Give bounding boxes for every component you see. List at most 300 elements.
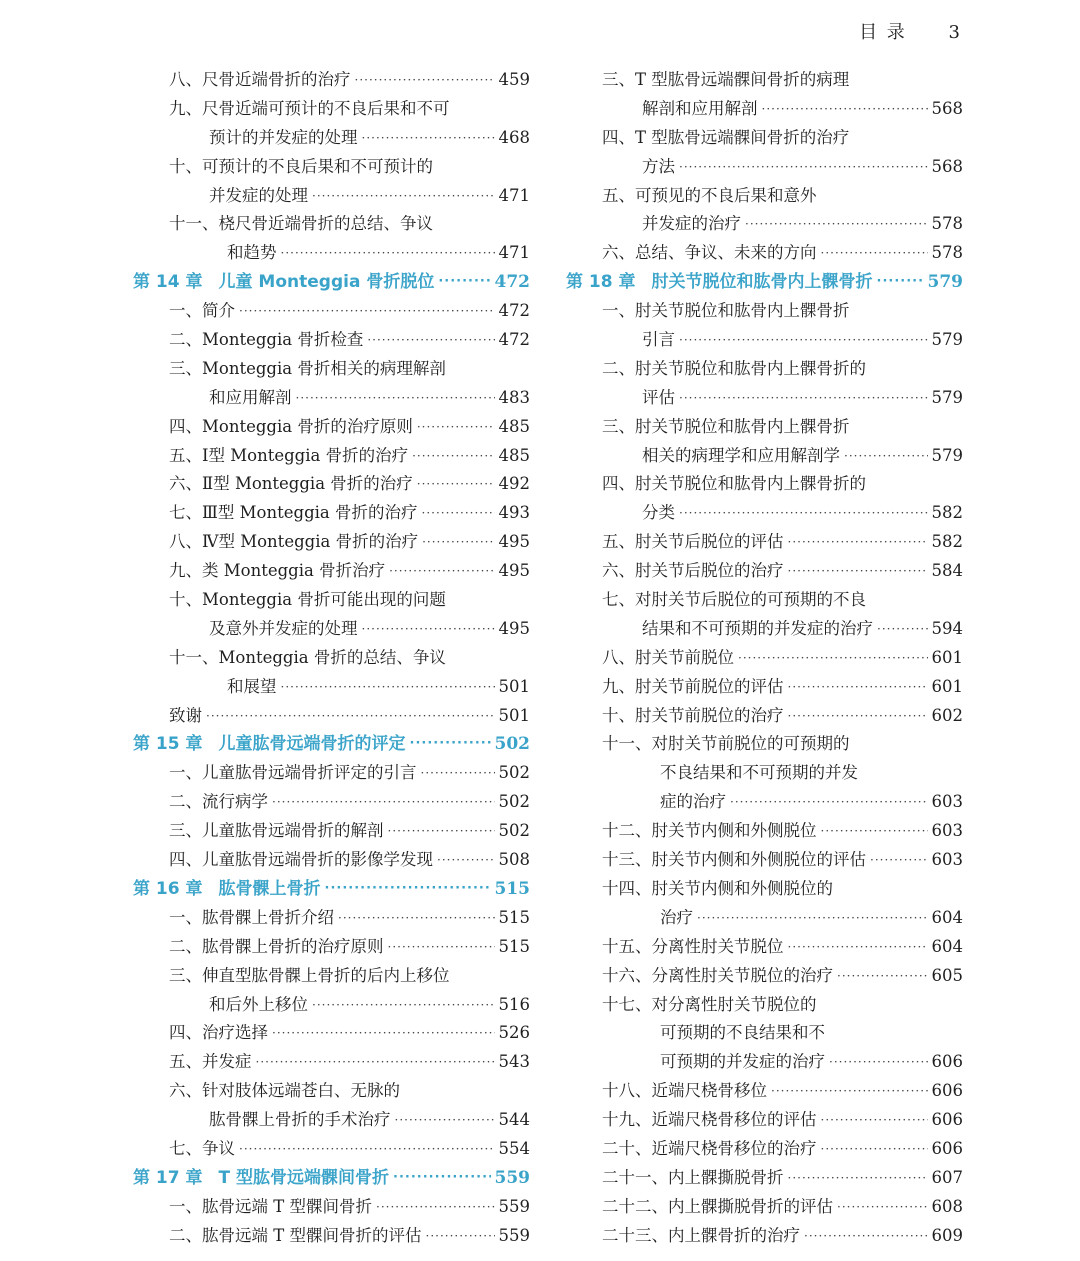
entry-number: 十八、 [602, 1081, 652, 1101]
entry-number: 一、 [169, 301, 202, 321]
chapter-number: 第 18 章 [566, 272, 636, 293]
page-number: 543 [498, 1052, 530, 1072]
page-number: 515 [498, 936, 530, 956]
entry-title: 肘关节脱位和肱骨内上髁骨折 [635, 301, 850, 321]
toc-entry [133, 991, 530, 1020]
chapter-number: 第 17 章 [133, 1167, 203, 1188]
entry-number: 三、 [602, 70, 635, 89]
leader-dots [281, 239, 495, 268]
entry-title: 方法 [642, 156, 675, 176]
entry-title: 儿童肱骨远端骨折的影像学发现 [202, 850, 433, 870]
page-number: 603 [931, 792, 963, 812]
toc-entry [133, 904, 530, 933]
toc-entry [133, 355, 530, 384]
toc-entry [133, 933, 530, 962]
leader-dots [272, 788, 495, 817]
chapter-number: 第 16 章 [133, 878, 203, 899]
toc-entry [566, 817, 963, 846]
toc-entry [133, 95, 530, 124]
page-number: 526 [498, 1023, 530, 1043]
entry-title: 预计的并发症的处理 [209, 127, 358, 147]
page-number: 508 [498, 850, 530, 870]
entry-number: 十七、 [602, 994, 652, 1014]
toc-entry [566, 933, 963, 962]
entry-number: 一、 [169, 1196, 202, 1216]
entry-title: 分类 [642, 503, 675, 523]
page-number: 502 [498, 792, 530, 812]
entry-title: 肘关节前脱位的评估 [635, 676, 784, 696]
entry-title: Monteggia 骨折可能出现的问题 [202, 590, 446, 610]
entry-title: Ⅱ型 Monteggia 骨折的治疗 [202, 474, 413, 494]
entry-number: 三、 [169, 821, 202, 841]
page-number: 582 [931, 503, 963, 523]
entry-title: 治疗 [660, 907, 693, 927]
entry-title: 相关的病理学和应用解剖学 [642, 445, 840, 465]
entry-title: 儿童肱骨远端骨折的解剖 [202, 821, 384, 841]
toc-entry [133, 297, 530, 326]
entry-title: 可预计的不良后果和不可预计的 [202, 156, 433, 176]
toc-entry [566, 1077, 963, 1106]
leader-dots [417, 413, 495, 442]
toc-entry [566, 499, 963, 528]
entry-title: 肱骨髁上骨折的治疗原则 [202, 936, 384, 956]
toc-entry [133, 1019, 530, 1048]
page-number: 544 [498, 1110, 530, 1130]
entry-title: 肘关节脱位和肱骨内上髁骨折的 [635, 474, 866, 494]
leader-dots [426, 1222, 495, 1251]
toc-entry [566, 846, 963, 875]
toc-entry [133, 413, 530, 442]
page-number: 608 [931, 1196, 963, 1216]
entry-number: 九、 [602, 676, 635, 696]
leader-dots [837, 962, 928, 991]
page-number: 495 [498, 532, 530, 552]
leader-dots [355, 66, 495, 95]
entry-title: Ⅳ型 Monteggia 骨折的治疗 [202, 532, 419, 552]
entry-number: 二、 [169, 330, 202, 350]
page-header [859, 18, 962, 44]
entry-title: 结果和不可预期的并发症的治疗 [642, 618, 873, 638]
toc-entry [566, 95, 963, 124]
entry-title: 桡尺骨近端骨折的总结、争议 [218, 214, 433, 234]
entry-title: 肱骨髁上骨折介绍 [202, 907, 334, 927]
entry-title: Ⅰ型 Monteggia 骨折的治疗 [202, 445, 409, 465]
toc-entry [566, 644, 963, 673]
entry-title: 尺骨近端可预计的不良后果和不可 [202, 98, 450, 118]
leader-dots [829, 1048, 928, 1077]
toc-entry [566, 557, 963, 586]
entry-title: Monteggia 骨折检查 [202, 330, 364, 350]
leader-dots [771, 1077, 928, 1106]
header-page-number: 3 [948, 22, 962, 43]
page-number: 468 [498, 127, 530, 147]
entry-number: 一、 [169, 763, 202, 783]
entry-number: 一、 [602, 301, 635, 321]
entry-number: 三、 [169, 965, 202, 985]
entry-title: 可预见的不良后果和意外 [635, 185, 817, 205]
leader-dots [410, 730, 491, 759]
entry-number: 四、 [169, 416, 202, 436]
entry-title: 总结、争议、未来的方向 [635, 243, 817, 263]
entry-number: 四、 [602, 474, 635, 494]
leader-dots [821, 239, 928, 268]
entry-title: 分离性肘关节脱位 [651, 936, 784, 956]
entry-number: 十六、 [602, 965, 652, 985]
leader-dots [388, 933, 495, 962]
chapter-title: 肘关节脱位和肱骨内上髁骨折 [651, 272, 873, 293]
toc-entry [566, 297, 963, 326]
toc-entry [566, 153, 963, 182]
page-number: 485 [498, 416, 530, 436]
page-number: 609 [931, 1225, 963, 1245]
toc-entry [566, 1164, 963, 1193]
toc-right-column [566, 66, 963, 1251]
toc-entry [566, 239, 963, 268]
entry-number: 十五、 [602, 936, 652, 956]
leader-dots [362, 124, 495, 153]
toc-entry [566, 730, 963, 759]
entry-title: 伸直型肱骨髁上骨折的后内上移位 [202, 965, 450, 985]
chapter-title: T 型肱骨远端髁间骨折 [218, 1167, 390, 1188]
toc-entry [566, 470, 963, 499]
entry-title: 及意外并发症的处理 [209, 618, 358, 638]
entry-number: 十一、 [169, 647, 219, 667]
entry-number: 四、 [169, 850, 202, 870]
leader-dots [206, 702, 495, 731]
entry-number: 三、 [169, 358, 202, 378]
toc-entry [133, 1222, 530, 1251]
entry-title: 治疗选择 [202, 1023, 268, 1043]
entry-title: 内上髁骨折的治疗 [668, 1225, 800, 1245]
entry-number: 九、 [169, 561, 202, 581]
leader-dots [844, 442, 928, 471]
entry-title: 和展望 [227, 676, 277, 696]
toc-entry [133, 470, 530, 499]
leader-dots [388, 817, 495, 846]
leader-dots [877, 268, 924, 297]
toc-entry [566, 788, 963, 817]
toc-entry [133, 788, 530, 817]
leader-dots [367, 326, 494, 355]
entry-number: 十一、 [169, 214, 219, 234]
header-title: 目 录 [859, 22, 907, 43]
page-number: 559 [494, 1167, 530, 1188]
page-number: 579 [931, 445, 963, 465]
entry-title: Monteggia 骨折的治疗原则 [202, 416, 413, 436]
leader-dots [296, 384, 495, 413]
entry-title: 近端尺桡骨移位 [651, 1081, 767, 1101]
toc-entry [133, 962, 530, 991]
toc-entry [566, 962, 963, 991]
entry-number: 七、 [602, 590, 635, 610]
leader-dots [389, 557, 494, 586]
entry-number: 七、 [169, 1138, 202, 1158]
page-number: 594 [931, 618, 963, 638]
page-number: 568 [931, 156, 963, 176]
entry-number: 六、 [169, 474, 202, 494]
toc-entry [566, 66, 963, 95]
page-number: 492 [498, 474, 530, 494]
entry-title: 对肘关节后脱位的可预期的不良 [635, 590, 866, 610]
entry-title: 肘关节后脱位的治疗 [635, 561, 784, 581]
entry-title: 可预期的不良结果和不 [660, 1023, 825, 1043]
entry-title: 对分离性肘关节脱位的 [651, 994, 817, 1014]
toc-entry [133, 702, 530, 731]
leader-dots [376, 1193, 495, 1222]
entry-number: 六、 [169, 1081, 202, 1101]
entry-title: Monteggia 骨折的总结、争议 [218, 647, 446, 667]
entry-number: 五、 [169, 1052, 202, 1072]
entry-number: 九、 [169, 98, 202, 118]
toc-entry [566, 413, 963, 442]
page-number: 559 [498, 1225, 530, 1245]
leader-dots [679, 153, 928, 182]
leader-dots [804, 1222, 928, 1251]
page-number: 493 [498, 503, 530, 523]
entry-title: 争议 [202, 1138, 235, 1158]
leader-dots [362, 615, 495, 644]
toc-entry [133, 1048, 530, 1077]
leader-dots [870, 846, 928, 875]
page-number: 472 [498, 330, 530, 350]
entry-number: 二十三、 [602, 1225, 668, 1245]
leader-dots [679, 326, 928, 355]
toc-entry [566, 904, 963, 933]
entry-number: 二十二、 [602, 1196, 668, 1216]
page-number: 485 [498, 445, 530, 465]
entry-title: 肘关节内侧和外侧脱位的 [651, 878, 833, 898]
entry-number: 八、 [169, 70, 202, 89]
toc-entry [566, 528, 963, 557]
toc-entry [566, 615, 963, 644]
page-number: 471 [498, 243, 530, 263]
entry-title: 分离性肘关节脱位的治疗 [651, 965, 833, 985]
toc-entry [133, 442, 530, 471]
entry-title: 类 Monteggia 骨折治疗 [202, 561, 386, 581]
page-number: 582 [931, 532, 963, 552]
page-number: 568 [931, 98, 963, 118]
entry-number: 六、 [602, 243, 635, 263]
entry-title: Ⅲ型 Monteggia 骨折的治疗 [202, 503, 418, 523]
page-number: 601 [931, 676, 963, 696]
entry-title: 肘关节内侧和外侧脱位的评估 [651, 850, 866, 870]
page-number: 606 [931, 1138, 963, 1158]
page-number: 603 [931, 850, 963, 870]
toc-chapter-heading [133, 268, 530, 297]
toc-chapter-heading [133, 730, 530, 759]
entry-title: 和趋势 [227, 243, 277, 263]
page-number: 584 [931, 561, 963, 581]
page-number: 603 [931, 821, 963, 841]
entry-number: 一、 [169, 907, 202, 927]
leader-dots [762, 95, 928, 124]
leader-dots [281, 673, 495, 702]
entry-title: 尺骨近端骨折的治疗 [202, 70, 351, 89]
entry-number: 五、 [602, 532, 635, 552]
page-number: 604 [931, 907, 963, 927]
leader-dots [395, 1106, 495, 1135]
leader-dots [788, 933, 928, 962]
entry-number: 十四、 [602, 878, 652, 898]
toc-entry [133, 759, 530, 788]
leader-dots [821, 817, 928, 846]
toc-entry [133, 557, 530, 586]
page-number: 459 [498, 70, 530, 89]
entry-number: 二、 [169, 1225, 202, 1245]
leader-dots [788, 557, 928, 586]
page-number: 483 [498, 387, 530, 407]
page-number: 559 [498, 1196, 530, 1216]
toc-entry [566, 355, 963, 384]
entry-title: 简介 [202, 301, 235, 321]
entry-number: 二、 [602, 358, 635, 378]
entry-title: 并发症的处理 [209, 185, 308, 205]
toc-entry [566, 759, 963, 788]
toc-entry [566, 1135, 963, 1164]
entry-title: 引言 [642, 330, 675, 350]
toc-entry [566, 991, 963, 1020]
toc-entry [133, 846, 530, 875]
leader-dots [788, 673, 928, 702]
toc-entry [133, 153, 530, 182]
entry-number: 十三、 [602, 850, 652, 870]
leader-dots [421, 759, 495, 788]
leader-dots [745, 210, 928, 239]
page-number: 472 [498, 301, 530, 321]
toc-entry [133, 1193, 530, 1222]
leader-dots [437, 846, 495, 875]
toc-entry [133, 384, 530, 413]
entry-number: 二、 [169, 792, 202, 812]
entry-title: 评估 [642, 387, 675, 407]
page-number: 515 [494, 878, 530, 899]
toc-entry [566, 702, 963, 731]
toc-entry [566, 124, 963, 153]
toc-entry [566, 1048, 963, 1077]
leader-dots [239, 297, 495, 326]
toc-entry [566, 442, 963, 471]
entry-title: 肱骨远端 T 型髁间骨折的评估 [202, 1225, 422, 1245]
toc-entry [133, 124, 530, 153]
leader-dots [422, 499, 495, 528]
page-number: 607 [931, 1167, 963, 1187]
entry-title: 肘关节前脱位 [635, 647, 734, 667]
leader-dots [679, 499, 928, 528]
entry-title: 肱骨远端 T 型髁间骨折 [202, 1196, 372, 1216]
entry-title: 肘关节脱位和肱骨内上髁骨折 [635, 416, 850, 436]
page-number: 515 [498, 907, 530, 927]
page-number: 602 [931, 705, 963, 725]
toc-entry [133, 210, 530, 239]
entry-title: 内上髁撕脱骨折的评估 [668, 1196, 833, 1216]
entry-title: 解剖和应用解剖 [642, 98, 758, 118]
page-number: 501 [498, 676, 530, 696]
toc-entry [133, 1106, 530, 1135]
toc-entry [133, 1135, 530, 1164]
entry-number: 二十一、 [602, 1167, 668, 1187]
leader-dots [788, 702, 928, 731]
chapter-number: 第 15 章 [133, 734, 203, 755]
leader-dots [393, 1164, 490, 1193]
entry-number: 十一、 [602, 734, 652, 754]
entry-number: 十、 [602, 705, 635, 725]
toc-entry [566, 673, 963, 702]
leader-dots [325, 875, 491, 904]
toc-entry [566, 1193, 963, 1222]
toc-entry [566, 384, 963, 413]
entry-title: T 型肱骨远端髁间骨折的病理 [635, 70, 850, 89]
chapter-title: 肱骨髁上骨折 [218, 878, 321, 899]
leader-dots [272, 1019, 495, 1048]
leader-dots [877, 615, 928, 644]
entry-title: 儿童肱骨远端骨折评定的引言 [202, 763, 417, 783]
toc-entry [566, 182, 963, 211]
entry-number: 十九、 [602, 1110, 652, 1130]
toc-entry [133, 673, 530, 702]
leader-dots [821, 1106, 928, 1135]
toc-entry [566, 586, 963, 615]
leader-dots [738, 644, 928, 673]
page-number: 578 [931, 243, 963, 263]
toc-chapter-heading [566, 268, 963, 297]
entry-title: 流行病学 [202, 792, 268, 812]
entry-number: 二、 [169, 936, 202, 956]
page-number: 502 [498, 821, 530, 841]
page-number: 502 [494, 734, 530, 755]
page-number: 606 [931, 1052, 963, 1072]
leader-dots [422, 528, 494, 557]
entry-title: 对肘关节前脱位的可预期的 [651, 734, 850, 754]
toc-chapter-heading [133, 1164, 530, 1193]
toc-entry [566, 1222, 963, 1251]
leader-dots [788, 1164, 928, 1193]
chapter-title: 儿童 Monteggia 骨折脱位 [218, 272, 435, 293]
entry-title: 并发症 [202, 1052, 252, 1072]
toc-chapter-heading [133, 875, 530, 904]
entry-title: 可预期的并发症的治疗 [660, 1052, 825, 1072]
toc-entry [133, 615, 530, 644]
entry-number: 五、 [602, 185, 635, 205]
toc-entry [133, 326, 530, 355]
page-number: 471 [498, 185, 530, 205]
leader-dots [256, 1048, 495, 1077]
page-number: 604 [931, 936, 963, 956]
entry-number: 六、 [602, 561, 635, 581]
toc-entry [566, 875, 963, 904]
leader-dots [312, 991, 495, 1020]
leader-dots [412, 442, 494, 471]
entry-title: 不良结果和不可预期的并发 [660, 763, 858, 783]
entry-title: 症的治疗 [660, 792, 726, 812]
page-number: 606 [931, 1110, 963, 1130]
entry-number: 四、 [169, 1023, 202, 1043]
leader-dots [821, 1135, 928, 1164]
leader-dots [837, 1193, 928, 1222]
leader-dots [312, 182, 495, 211]
entry-title: 肘关节脱位和肱骨内上髁骨折的 [635, 358, 866, 378]
entry-title: 内上髁撕脱骨折 [668, 1167, 784, 1187]
page-number: 579 [931, 330, 963, 350]
page-number: 495 [498, 618, 530, 638]
entry-number: 四、 [602, 127, 635, 147]
toc-entry [133, 66, 530, 95]
chapter-title: 儿童肱骨远端骨折的评定 [218, 734, 406, 755]
leader-dots [788, 528, 928, 557]
entry-title: 近端尺桡骨移位的评估 [651, 1110, 817, 1130]
entry-number: 十、 [169, 590, 202, 610]
page-number: 606 [931, 1081, 963, 1101]
entry-number: 五、 [169, 445, 202, 465]
